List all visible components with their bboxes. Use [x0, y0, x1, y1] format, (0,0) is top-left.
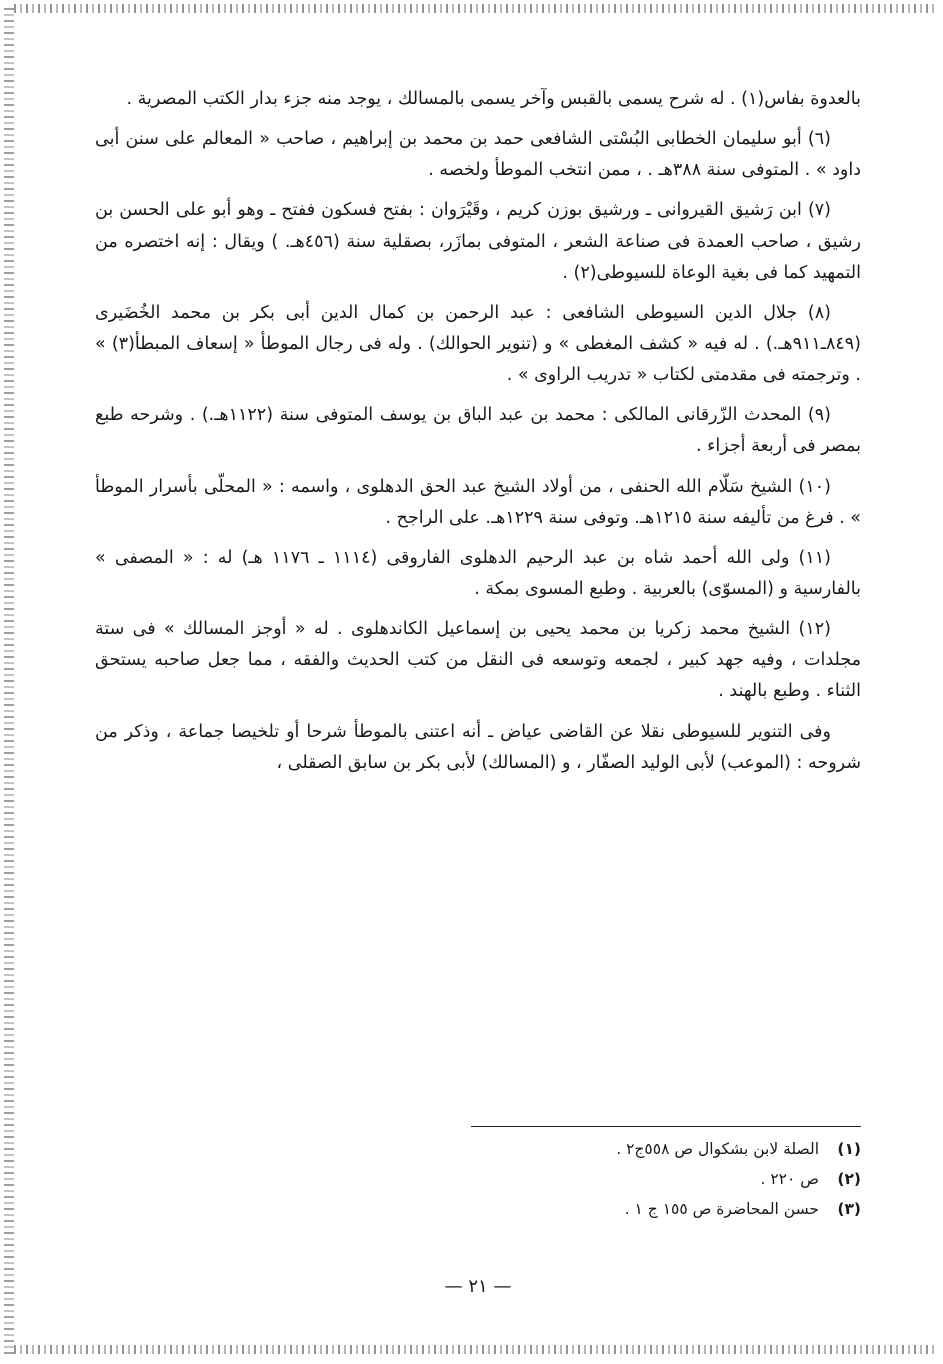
footnote-number: (٣) — [837, 1200, 861, 1219]
footnote-text: حسن المحاضرة ص ١٥٥ ج ١ . — [624, 1200, 819, 1219]
footnote-1 — [95, 1134, 861, 1164]
decorative-border-bottom — [14, 1345, 937, 1354]
footnote-number: (٢) — [837, 1170, 861, 1189]
decorative-border-left — [4, 4, 14, 1354]
footnote-text: الصلة لابن بشكوال ص ٥٥٨ج٢ . — [616, 1140, 819, 1158]
paragraph-item-7: (٧) ابن رَشيق القيروانى ـ ورشيق بوزن كريم ، وقَيْرَوان : بفتح فسكون ففتح ـ وهو أبو على الحسن بن رشيق ، صاحب العمدة فى صناعة الشعر ، المتوفى بمازَر، بصقلية سنة (٤٥٦هـ. ) ويقال : إنه اختصره من التمهيد كما فى بغية الوعاة للسيوطى(٢) . — [95, 200, 861, 283]
paragraph-item-8: (٨) جلال الدين السيوطى الشافعى : عبد الرحمن بن كمال الدين أبى بكر بن محمد الخُضَيرى (٨٤٩ـ٩١١هـ.) . له فيه « كشف المغطى » و (تنوير الحوالك) . وله فى رجال الموطأ « إسعاف المبطأ(٣) » . وترجمته فى مقدمتى لكتاب « تدريب الراوى » . — [95, 302, 861, 386]
footnote-divider — [471, 1126, 861, 1127]
paragraph-item-10: (١٠) الشيخ سَلّام الله الحنفى ، من أولاد الشيخ عبد الحق الدهلوى ، واسمه : « المحلّى بأسرار الموطأ » . فرغ من تأليفه سنة ١٢١٥هـ. وتوفى سنة ١٢٢٩هـ. على الراجح . — [95, 476, 861, 528]
footnotes — [95, 1134, 861, 1225]
decorative-border-top — [14, 4, 937, 13]
paragraph-item-9: (٩) المحدث الزّرقانى المالكى : محمد بن عبد الباق بن يوسف المتوفى سنة (١١٢٢هـ.) . وشرحه طبع بمصر فى أربعة أجزاء . — [95, 405, 861, 457]
paragraph-item-6: (٦) أبو سليمان الخطابى البُسْتى الشافعى حمد بن محمد بن إبراهيم ، صاحب « المعالم على سنن أبى داود » . المتوفى سنة ٣٨٨هـ . ، ممن انتخب الموطأ ولخصه . — [95, 129, 861, 181]
paragraph-item-12: (١٢) الشيخ محمد زكريا بن محمد يحيى بن إسماعيل الكاندهلوى . له « أوجز المسالك » فى ستة مجلدات ، وفيه جهد كبير ، لجمعه وتوسعه فى النقل من كتب الحديث والفقه ، مما جعل صاحبه يستحق الثناء . وطبع بالهند . — [95, 619, 861, 702]
paragraph-item-11: (١١) ولى الله أحمد شاه بن عبد الرحيم الدهلوى الفاروقى (١١١٤ ـ ١١٧٦ هـ) له : « المصفى » بالفارسية و (المسوّى) بالعربية . وطبع المسوى بمكة . — [95, 547, 861, 599]
footnote-3 — [95, 1194, 861, 1224]
page-content — [95, 84, 861, 1324]
paragraph-tanwir: وفى التنوير للسيوطى نقلا عن القاضى عياض ـ أنه اعتنى بالموطأ شرحا أو تلخيصا جماعة ، وذكر من شروحه : (الموعب) لأبى الوليد الصفّار ، و (المسالك) لأبى بكر بن سابق الصقلى ، — [95, 721, 861, 773]
footnote-2 — [95, 1164, 861, 1194]
footnote-text: ص ٢٢٠ . — [760, 1170, 819, 1189]
paragraph-continued: بالعدوة بفاس(١) . له شرح يسمى بالقبس وآخر يسمى بالمسالك ، يوجد منه جزء بدار الكتب المصرية . — [126, 89, 861, 109]
body-text — [95, 84, 861, 779]
footnote-number: (١) — [837, 1140, 861, 1158]
page-number: — ٢١ — — [444, 1276, 512, 1297]
